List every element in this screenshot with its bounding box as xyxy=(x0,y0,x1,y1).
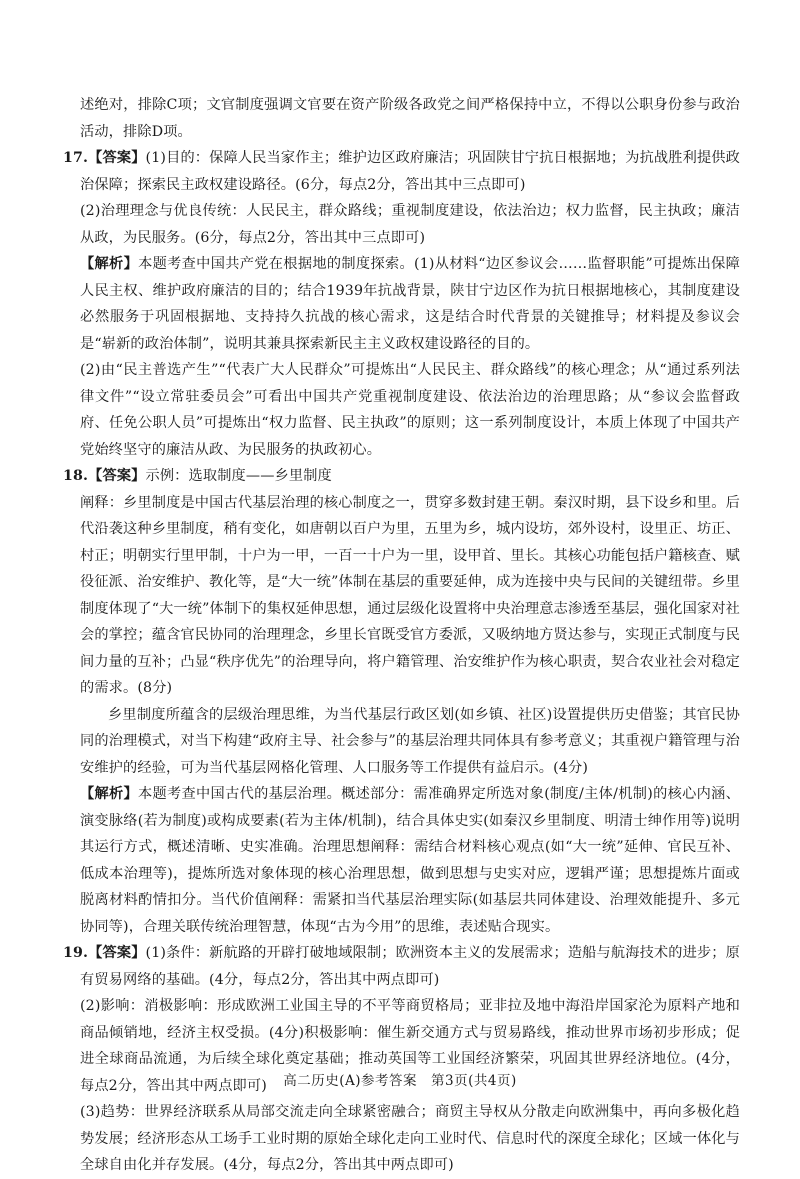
question-19 xyxy=(63,940,740,1179)
q17-analysis-1-text: 本题考查中国共产党在根据地的制度探索。(1)从材料“边区参议会……监督职能”可提炼出保障人民主权、维护政府廉洁的目的；结合1939年抗战背景，陕甘宁边区作为抗日根据地核心，其制度建设必然服务于巩固根据地、支持持久抗战的核心需求，这是结合时代背景的关键推导；材料提及参议会是“崭新的政治体制”，说明其兼具探索新民主主义政权建设路径的目的。 xyxy=(80,256,740,352)
q17-analysis-2: (2)由“民主普选产生”“代表广大人民群众”可提炼出“人民民主、群众路线”的核心理念；从“通过系列法律文件”“设立常驻委员会”可看出中国共产党重视制度建设、依法治边的治理思路；从“参议会监督政府、任免公职人员”可提炼出“权力监督、民主执政”的原则；这一系列制度设计，本质上体现了中国共产党始终坚守的廉洁从政、为民服务的执政初心。 xyxy=(80,362,740,458)
q19-answer-2: (2)影响：消极影响：形成欧洲工业国主导的不平等商贸格局；亚非拉及地中海沿岸国家沦为原料产地和商品倾销地，经济主权受损。(4分)积极影响：催生新交通方式与贸易路线，推动世界市场初步形成；促进全球商品流通，为后续全球化奠定基础；推动英国等工业国经济繁荣，巩固其世界经济地位。(4分，每点2分，答出其中两点即可) xyxy=(80,998,740,1094)
q17-answer-tag: 【答案】 xyxy=(88,150,146,166)
q18-analysis xyxy=(80,781,740,940)
q19-answer-1 xyxy=(63,940,740,993)
q17-analysis-1 xyxy=(80,251,740,357)
q18-analysis-text: 本题考查中国古代的基层治理。概述部分：需准确界定所选对象(制度/主体/机制)的核心内涵、演变脉络(若为制度)或构成要素(若为主体/机制)，结合具体史实(如秦汉乡里制度、明清士绅作用等)说明其运行方式，概述清晰、史实准确。治理思想阐释：需结合材料核心观点(如“大一统”延伸、官民互补、低成本治理等)，提炼所选对象体现的核心治理思想，做到思想与史实对应，逻辑严谨；思想提炼片面或脱离材料酌情扣分。当代价值阐释：需紧扣当代基层治理实际(如基层共同体建设、治理效能提升、多元协同等)，合理关联传统治理智慧，体现“古为今用”的思维，表述贴合现实。 xyxy=(80,786,740,935)
q17-answer-1 xyxy=(63,145,740,198)
q18-analysis-tag: 【解析】 xyxy=(80,786,139,802)
q18-number: 18. xyxy=(63,468,89,484)
intro-paragraph: 述绝对，排除C项；文官制度强调文官要在资产阶级各政党之间严格保持中立，不得以公职身份参与政治活动，排除D项。 xyxy=(80,97,740,140)
q18-answer-head-text: 示例：选取制度——乡里制度 xyxy=(145,468,332,484)
q19-answer-1-text: (1)条件：新航路的开辟打破地域限制；欧洲资本主义的发展需求；造船与航海技术的进步；原有贸易网络的基础。(4分，每点2分，答出其中两点即可) xyxy=(80,945,740,988)
q19-answer-tag: 【答案】 xyxy=(88,945,146,961)
q17-number: 17. xyxy=(63,150,89,166)
question-17 xyxy=(63,145,740,463)
q17-answer-2: (2)治理理念与优良传统：人民民主，群众路线；重视制度建设，依法治边；权力监督，民主执政；廉洁从政，为民服务。(6分，每点2分，答出其中三点即可) xyxy=(80,203,740,246)
page-content xyxy=(63,92,740,1179)
question-18 xyxy=(63,463,740,940)
q18-answer-head xyxy=(63,463,740,490)
q19-answer-3: (3)趋势：世界经济联系从局部交流走向全球紧密融合；商贸主导权从分散走向欧洲集中，再向多极化趋势发展；经济形态从工场手工业时期的原始全球化走向工业时代、信息时代的深度全球化；区域一体化与全球自由化并存发展。(4分，每点2分，答出其中两点即可) xyxy=(80,1104,740,1173)
q18-answer-2: 乡里制度所蕴含的层级治理思维，为当代基层行政区划(如乡镇、社区)设置提供历史借鉴；其官民协同的治理模式，对当下构建“政府主导、社会参与”的基层治理共同体具有参考意义；其重视户籍管理与治安维护的经验，可为当代基层网格化管理、人口服务等工作提供有益启示。(4分) xyxy=(80,706,740,776)
q17-answer-1-text: (1)目的：保障人民当家作主；维护边区政府廉洁；巩固陕甘宁抗日根据地；为抗战胜利提供政治保障；探索民主政权建设路径。(6分，每点2分，答出其中三点即可) xyxy=(80,150,740,193)
q18-answer-1: 阐释：乡里制度是中国古代基层治理的核心制度之一，贯穿多数封建王朝。秦汉时期，县下设乡和里。后代沿袭这种乡里制度，稍有变化，如唐朝以百户为里，五里为乡，城内设坊，郊外设村，设里正、坊正、村正；明朝实行里甲制，十户为一甲，一百一十户为一里，设甲首、里长。其核心功能包括户籍核查、赋役征派、治安维护、教化等，是“大一统”体制在基层的重要延伸，成为连接中央与民间的关键纽带。乡里制度体现了“大一统”体制下的集权延伸思想，通过层级化设置将中央治理意志渗透至基层，强化国家对社会的掌控；蕴含官民协同的治理理念，乡里长官既受官方委派，又吸纳地方贤达参与，实现正式制度与民间力量的互补；凸显“秩序优先”的治理导向，将户籍管理、治安维护作为核心职责，契合农业社会对稳定的需求。(8分) xyxy=(80,494,740,696)
q19-number: 19. xyxy=(63,945,89,961)
q18-answer-tag: 【答案】 xyxy=(88,468,146,484)
q17-analysis-tag: 【解析】 xyxy=(80,256,139,272)
page-footer: 高二历史(A)参考答案 第3页(共4页) xyxy=(283,1073,517,1089)
